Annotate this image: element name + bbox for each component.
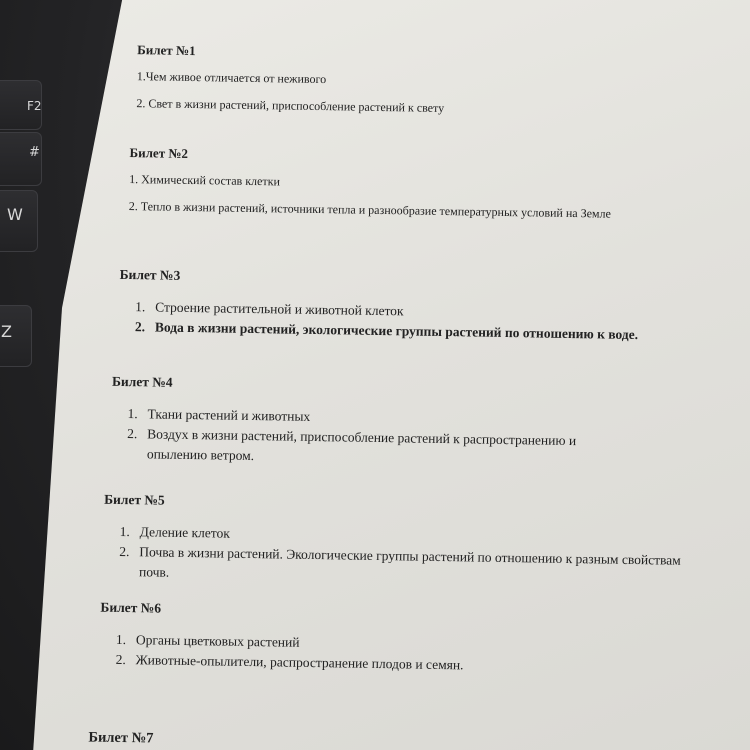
list-item [119, 542, 684, 591]
question-text: Органы цветковых растений [135, 632, 300, 650]
question-number: 1. [135, 299, 146, 315]
ticket-title: Билет №6 [100, 599, 162, 616]
key-label: Z [1, 322, 12, 341]
ticket-question [136, 95, 444, 117]
question-text: Химический состав клетки [141, 172, 281, 189]
question-number: 1. [136, 69, 146, 84]
key-label: F2 [27, 99, 42, 113]
ticket-title: Билет №7 [88, 729, 154, 747]
question-text: Тепло в жизни растений, источники тепла и разнообразие температурных условий на Земле [140, 199, 612, 221]
ticket-title: Билет №2 [129, 145, 189, 161]
question-text: Деление клеток [139, 524, 231, 541]
ticket-3 [119, 267, 680, 346]
question-number: 1. [115, 631, 127, 648]
question-number: 2. [115, 651, 126, 668]
ticket-title: Билет №4 [111, 373, 173, 390]
question-number: 2. [134, 319, 146, 335]
question-number: 2. [127, 426, 138, 442]
question-number: 1. [127, 406, 138, 422]
question-number: 1. [119, 523, 130, 540]
list-item [127, 424, 632, 472]
question-number: 2. [136, 96, 146, 111]
ticket-title: Билет №5 [104, 491, 165, 508]
question-text: Строение растительной и животной клеток [155, 299, 404, 319]
question-text: Животные-опылители, распространение плодов и семян. [135, 652, 464, 673]
key-label: # [29, 145, 40, 160]
question-text: Вода в жизни растений, экологические группы растений по отношению к воде. [154, 319, 639, 343]
ticket-question [137, 68, 445, 90]
ticket-question [129, 171, 659, 196]
question-text: Свет в жизни растений, приспособление растений к свету [148, 96, 445, 115]
question-number: 2. [119, 543, 130, 560]
ticket-5 [103, 492, 684, 591]
ticket-4 [111, 374, 632, 472]
ticket-7 [88, 729, 154, 750]
ticket-title: Билет №1 [137, 42, 196, 59]
ticket-title: Билет №3 [119, 266, 181, 283]
question-text: Воздух в жизни растений, приспособление растений к распространению и опылению ветром. [146, 426, 577, 464]
question-number: 1. [129, 172, 139, 187]
ticket-question [129, 198, 659, 223]
ticket-1 [136, 42, 445, 123]
ticket-2 [129, 145, 660, 229]
question-number: 2. [128, 199, 138, 214]
ticket-6 [99, 600, 660, 679]
question-text: Ткани растений и животных [147, 406, 311, 424]
key-label: W [7, 205, 23, 224]
question-text: Почва в жизни растений. Экологические группы растений по отношению к разным свойствам почв. [138, 544, 681, 580]
question-text: Чем живое отличается от неживого [145, 69, 327, 87]
